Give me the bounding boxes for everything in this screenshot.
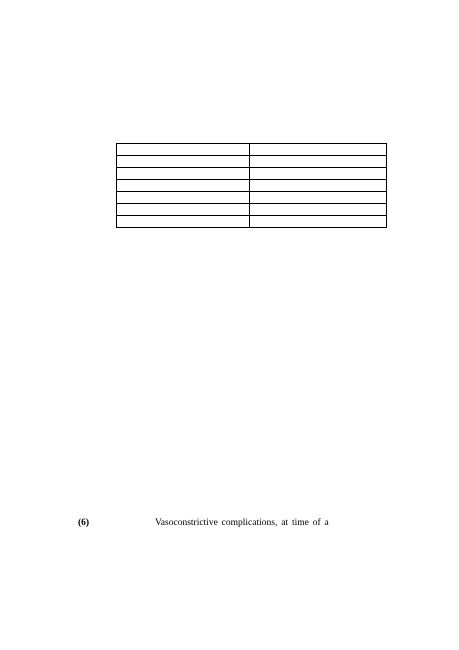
table-row: [117, 144, 387, 156]
table-cell: [250, 168, 387, 180]
table-cell: [117, 168, 250, 180]
table-cell: [117, 156, 250, 168]
table-body: [117, 144, 387, 228]
paragraph-number: (6): [78, 518, 90, 528]
table-cell: [250, 204, 387, 216]
blank-table: [116, 143, 387, 228]
table-row: [117, 204, 387, 216]
table-cell: [250, 180, 387, 192]
table-row: [117, 216, 387, 228]
table-row: [117, 168, 387, 180]
table-cell: [117, 204, 250, 216]
table-cell: [117, 144, 250, 156]
table-cell: [250, 192, 387, 204]
table-cell: [250, 156, 387, 168]
numbered-paragraph: [0, 516, 459, 530]
paragraph-text: Vasoconstrictive complications, at time of a: [155, 518, 329, 528]
table-cell: [250, 144, 387, 156]
table-cell: [117, 216, 250, 228]
table-cell: [117, 180, 250, 192]
table-cell: [117, 192, 250, 204]
table-row: [117, 192, 387, 204]
table-row: [117, 156, 387, 168]
table-cell: [250, 216, 387, 228]
table-row: [117, 180, 387, 192]
